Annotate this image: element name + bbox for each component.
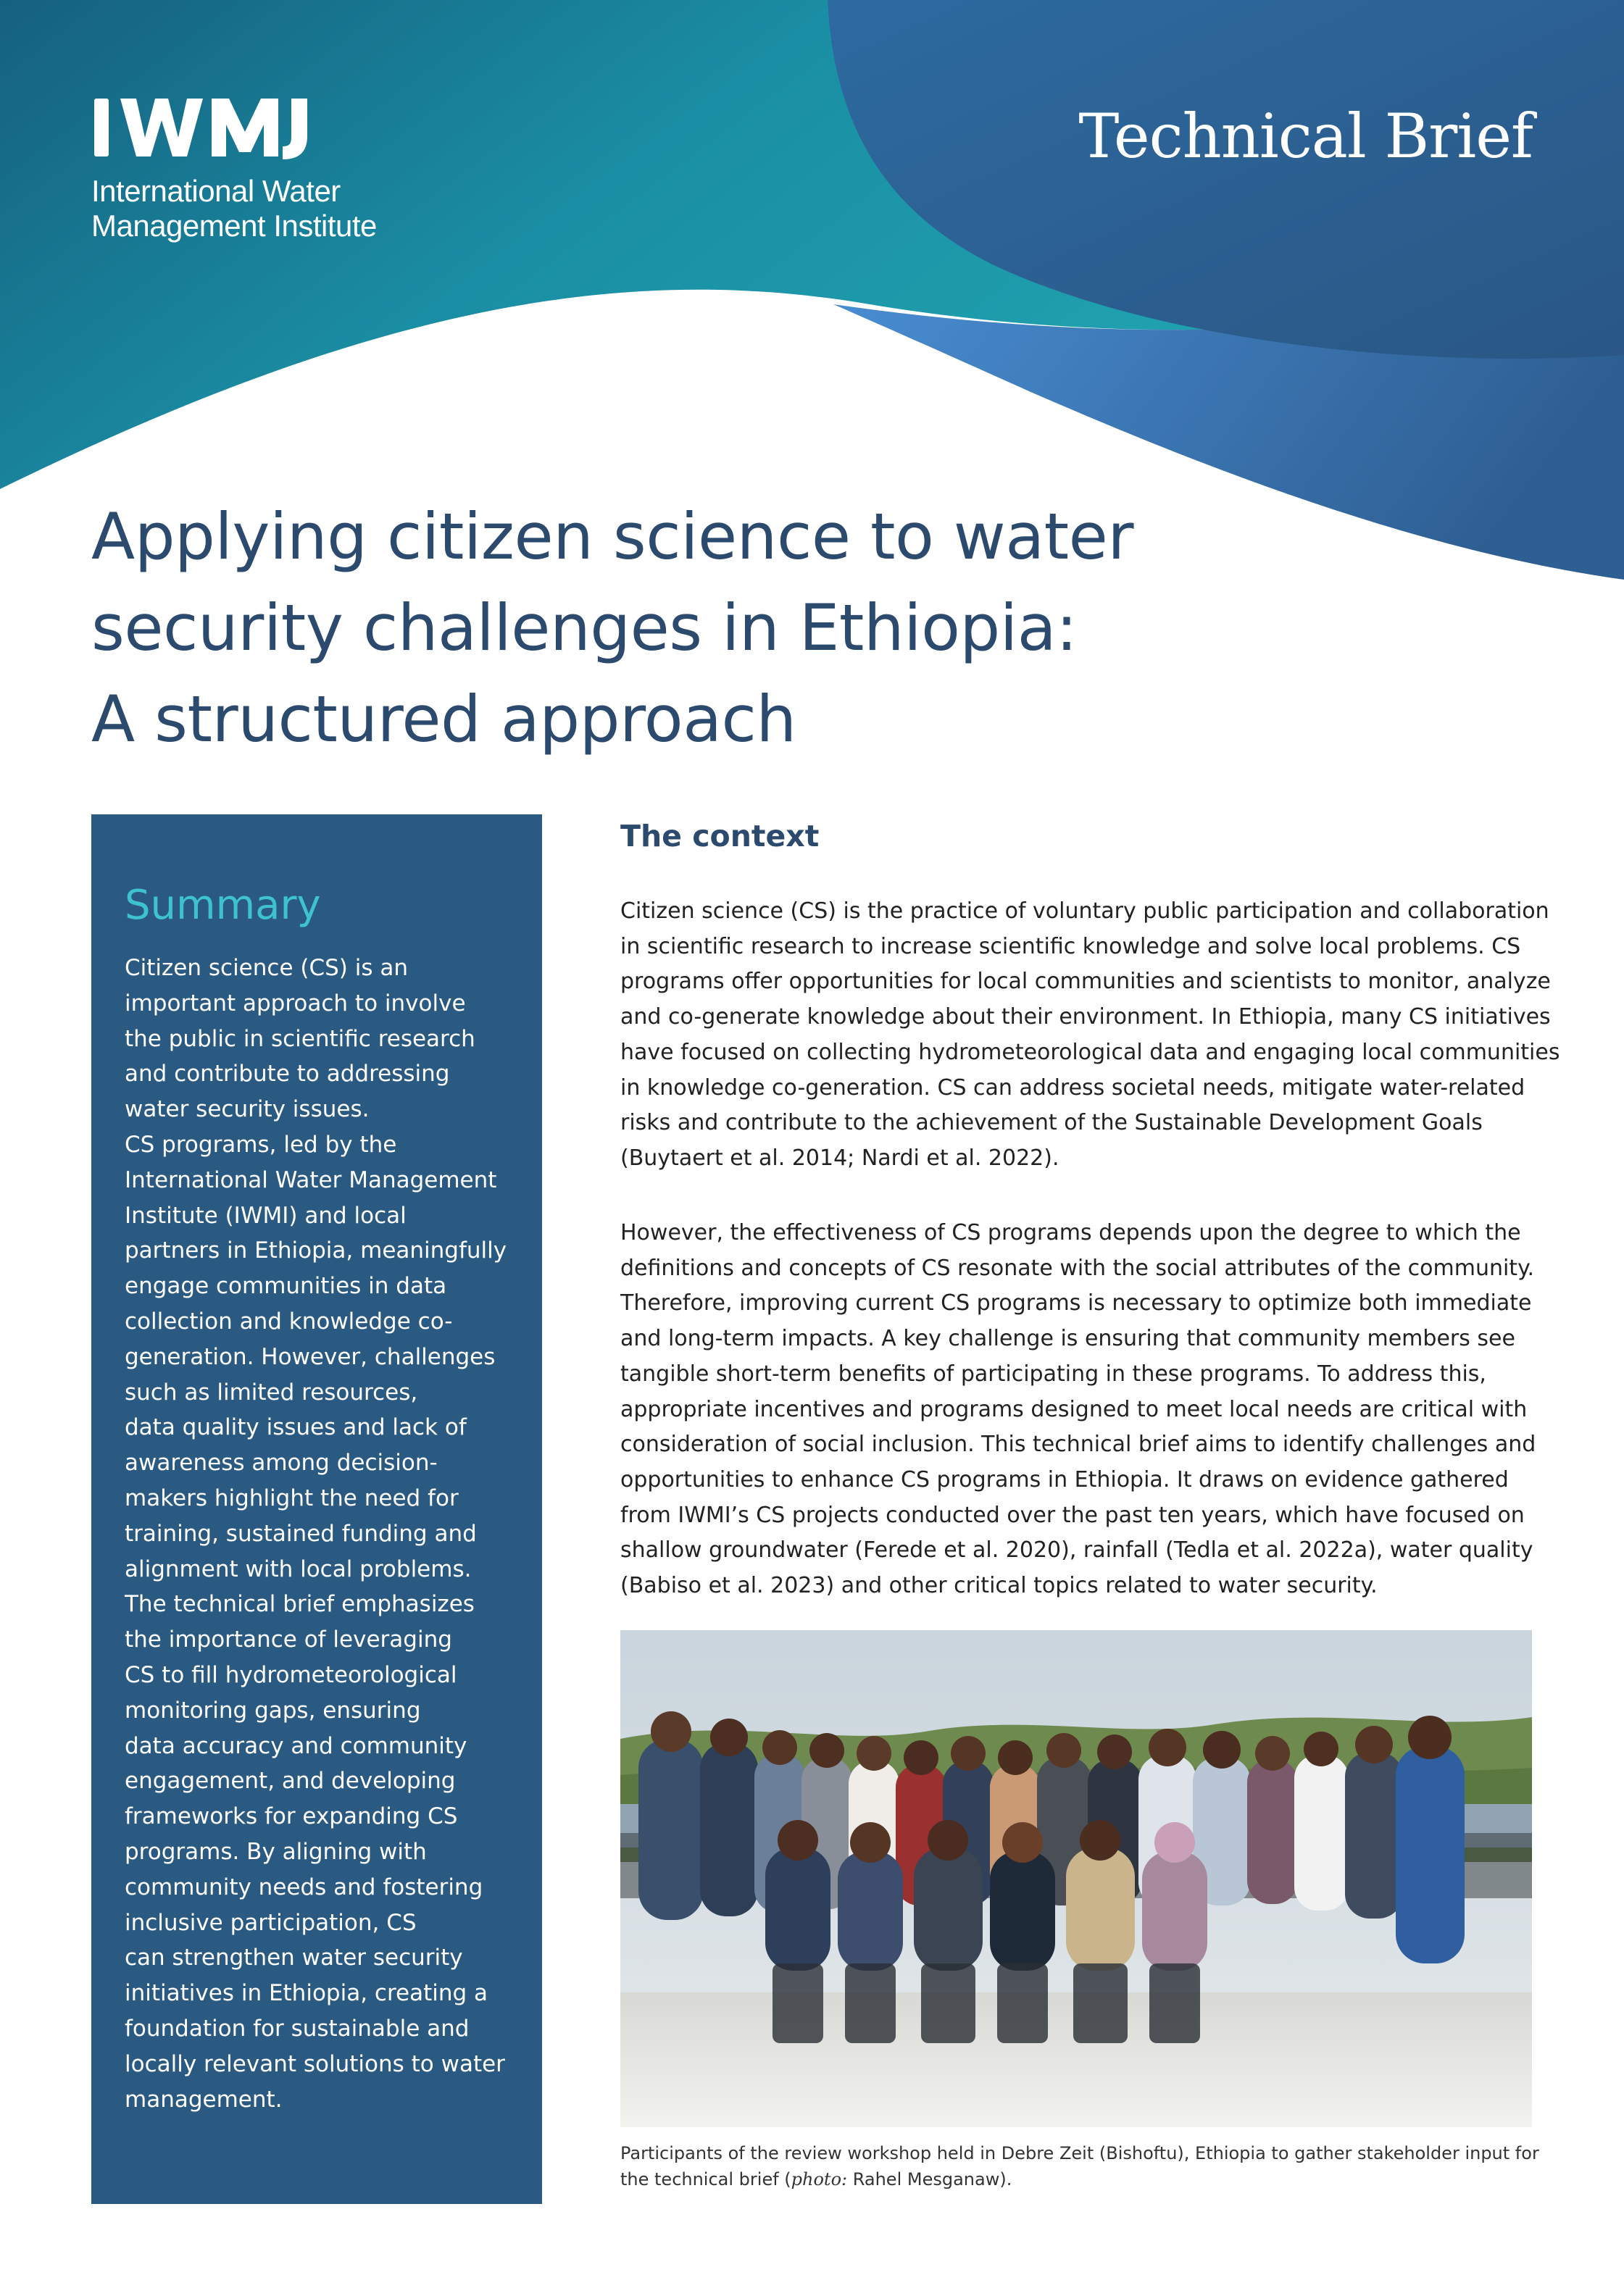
workshop-photo-illustration [620,1630,1532,2127]
summary-line: management. [125,2086,283,2113]
summary-line: engagement, and developing [125,1768,456,1795]
summary-line: alignment with local problems. [125,1556,472,1582]
summary-line: generation. However, challenges [125,1343,496,1370]
logo-line-1: International Water [91,174,341,208]
summary-heading: Summary [125,882,321,929]
context-paragraph-2 [620,1216,1536,1604]
summary-text [125,951,513,2117]
summary-line: locally relevant solutions to water [125,2050,505,2077]
context-paragraph-2-line: from IWMI’s CS projects conducted over the past ten years, which have focused on [620,1502,1525,1528]
context-paragraph-1-line: and co-generate knowledge about their environment. In Ethiopia, many CS initiatives [620,1004,1551,1030]
summary-box [91,814,542,2204]
title-line-2: security challenges in Ethiopia: [91,590,1078,665]
summary-line: the public in scientific research [125,1025,475,1052]
iwmi-logo-mark [91,93,323,162]
context-paragraph-2-line: definitions and concepts of CS resonate with the social attributes of the community. [620,1255,1535,1281]
iwmi-logo [91,93,377,243]
summary-line: can strengthen water security [125,1945,463,1971]
logo-line-2: Management Institute [91,209,377,243]
summary-line: data accuracy and community [125,1732,467,1759]
photo-caption [620,2140,1539,2192]
summary-line: and contribute to addressing [125,1061,450,1088]
context-paragraph-1-line: in knowledge co-generation. CS can address societal needs, mitigate water-related [620,1074,1525,1101]
context-heading: The context [620,819,820,853]
summary-line: frameworks for expanding CS [125,1803,458,1830]
workshop-group-photo [620,1630,1532,2127]
summary-line: foundation for sustainable and [125,2015,470,2042]
context-paragraph-2-line: (Babiso et al. 2023) and other critical topics related to water security. [620,1573,1378,1599]
summary-line: the importance of leveraging [125,1627,452,1653]
summary-line: data quality issues and lack of [125,1414,467,1441]
context-paragraph-1-line: risks and contribute to the achievement of the Sustainable Development Goals [620,1110,1483,1136]
context-paragraph-2-line: opportunities to enhance CS programs in Ethiopia. It draws on evidence gathered [620,1466,1509,1493]
summary-line: International Water Management [125,1166,497,1193]
summary-line: makers highlight the need for [125,1485,459,1511]
title-line-3: A structured approach [91,682,796,756]
context-paragraph-2-line: tangible short-term benefits of participating in these programs. To address this, [620,1361,1486,1387]
summary-line: CS programs, led by the [125,1131,397,1158]
summary-line: training, sustained funding and [125,1520,477,1547]
summary-line: community needs and fostering [125,1874,483,1900]
summary-line: partners in Ethiopia, meaningfully [125,1237,507,1264]
context-paragraph-1-line: (Buytaert et al. 2014; Nardi et al. 2022). [620,1145,1059,1171]
caption-line-2 [620,2166,1533,2192]
summary-line: CS to fill hydrometeorological [125,1661,457,1688]
summary-line: The technical brief emphasizes [125,1591,475,1618]
caption-line-1: Participants of the review workshop held in Debre Zeit (Bishoftu), Ethiopia to gather stakeholder input for [620,2143,1539,2163]
context-paragraph-2-line: Therefore, improving current CS programs is necessary to optimize both immediate [620,1290,1532,1316]
summary-line: water security issues. [125,1096,370,1123]
caption-line-2-start: the technical brief ( [620,2169,791,2189]
context-paragraph-1-line: have focused on collecting hydrometeorological data and engaging local communities [620,1039,1560,1065]
context-paragraph-2-line: shallow groundwater (Ferede et al. 2020), rainfall (Tedla et al. 2022a), water quality [620,1537,1533,1564]
technical-brief-label: Technical Brief [1078,101,1533,172]
context-paragraph-1-line: programs offer opportunities for local communities and scientists to monitor, analyze [620,969,1551,995]
summary-line: engage communities in data [125,1273,447,1300]
context-section [620,814,1560,1599]
context-paragraph-1 [620,894,1560,1177]
summary-line: monitoring gaps, ensuring [125,1697,421,1724]
document-title [91,491,1251,765]
context-paragraph-2-line: and long-term impacts. A key challenge is ensuring that community members see [620,1326,1515,1352]
caption-line-2-end: Rahel Mesganaw). [847,2169,1012,2189]
summary-line: such as limited resources, [125,1379,418,1406]
summary-line: inclusive participation, CS [125,1909,417,1936]
summary-line: awareness among decision- [125,1450,438,1477]
summary-line: Institute (IWMI) and local [125,1202,407,1229]
context-paragraph-2-line: consideration of social inclusion. This technical brief aims to identify challenges and [620,1432,1536,1458]
summary-line: collection and knowledge co- [125,1308,453,1335]
summary-line: Citizen science (CS) is an [125,955,408,981]
summary-line: important approach to involve [125,990,466,1016]
caption-photo-label: photo: [791,2169,848,2189]
context-paragraph-2-line: However, the effectiveness of CS programs depends upon the degree to which the [620,1220,1521,1245]
summary-line: initiatives in Ethiopia, creating a [125,1980,488,2007]
summary-line: programs. By aligning with [125,1838,427,1865]
context-paragraph-1-line: Citizen science (CS) is the practice of voluntary public participation and collaboration [620,898,1549,924]
context-paragraph-2-line: appropriate incentives and programs designed to meet local needs are critical with [620,1396,1528,1422]
title-line-1: Applying citizen science to water [91,499,1133,574]
context-paragraph-1-line: in scientific research to increase scientific knowledge and solve local problems. CS [620,933,1521,959]
